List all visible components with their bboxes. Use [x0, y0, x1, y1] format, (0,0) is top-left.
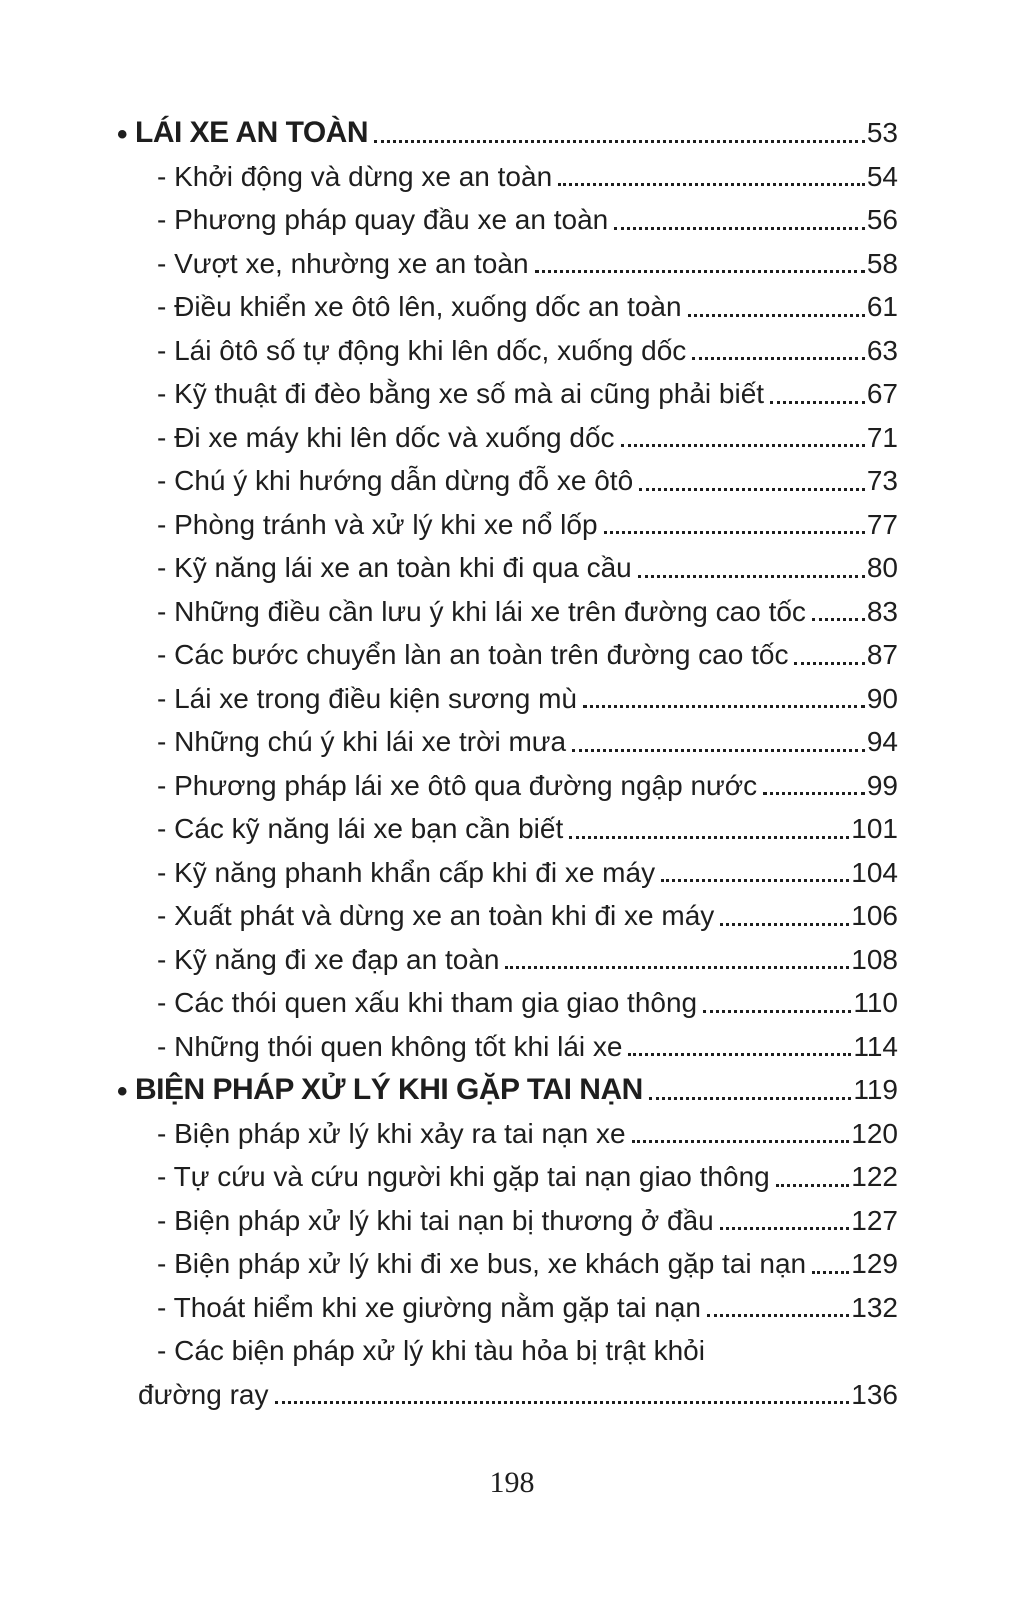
toc-entry-page: 90: [866, 682, 898, 714]
dot-leader-icon: [720, 923, 849, 926]
toc-entry-page: 108: [851, 943, 898, 975]
toc-entry-page: 122: [851, 1161, 898, 1192]
toc-entry-page: 119: [853, 1074, 898, 1105]
toc-entry: [117, 633, 898, 677]
dot-leader-icon: [583, 705, 865, 708]
toc-entry-page: 104: [851, 856, 898, 888]
toc-entry: [117, 807, 898, 851]
toc-entry: [117, 459, 898, 503]
toc-entry-label: - Các kỹ năng lái xe bạn cần biết: [157, 813, 564, 844]
toc-entry-page: 106: [851, 900, 898, 931]
dot-leader-icon: [638, 575, 865, 578]
toc-entry-label: - Biện pháp xử lý khi đi xe bus, xe khách gặp tai nạn: [157, 1248, 807, 1279]
toc-entry-label: LÁI XE AN TOÀN: [135, 116, 369, 149]
toc-entry-label: - Kỹ thuật đi đèo bằng xe số mà ai cũng phải biết: [157, 378, 765, 409]
toc-entry-label: - Những điều cần lưu ý khi lái xe trên đường cao tốc: [157, 595, 806, 627]
toc-entry-page: 94: [866, 726, 898, 757]
dot-leader-icon: [558, 183, 865, 186]
dot-leader-icon: [763, 792, 865, 795]
toc-entry: [117, 372, 898, 416]
dot-leader-icon: [812, 618, 865, 621]
toc-entry: [117, 1025, 898, 1069]
toc-entry-label: đường ray: [138, 1378, 269, 1410]
dot-leader-icon: [688, 314, 865, 317]
dot-leader-icon: [770, 401, 865, 404]
dot-leader-icon: [374, 140, 865, 143]
toc-entry: [117, 764, 898, 808]
toc-entry-page: 63: [866, 334, 898, 366]
dot-leader-icon: [649, 1097, 852, 1100]
dot-leader-icon: [569, 836, 849, 839]
toc-entry-label: - Kỹ năng lái xe an toàn khi đi qua cầu: [157, 552, 632, 583]
toc-entry-page: 67: [866, 378, 898, 409]
toc-entry-page: 54: [866, 160, 898, 192]
dot-leader-icon: [505, 966, 849, 969]
toc-entry-label: - Thoát hiểm khi xe giường nằm gặp tai nạn: [157, 1291, 702, 1323]
toc-entry-page: 58: [866, 247, 898, 279]
toc-entry: [117, 329, 898, 373]
toc-entry-label: - Xuất phát và dừng xe an toàn khi đi xe máy: [157, 900, 715, 931]
toc-entry-page: 136: [851, 1378, 898, 1410]
dot-leader-icon: [604, 531, 865, 534]
toc-entry-page: 73: [866, 465, 898, 496]
toc-entry-label: - Các biện pháp xử lý khi tàu hỏa bị trật khỏi: [157, 1335, 705, 1366]
toc-entry: [117, 981, 898, 1025]
bullet-icon: •: [117, 1075, 128, 1108]
toc-entry: [117, 242, 898, 286]
toc-entry: [117, 720, 898, 764]
toc-entry-label: - Phương pháp lái xe ôtô qua đường ngập nước: [157, 769, 758, 801]
dot-leader-icon: [639, 488, 865, 491]
dot-leader-icon: [794, 662, 864, 665]
toc-entry-page: 53: [866, 117, 898, 148]
toc-entry: [117, 851, 898, 895]
toc-entry-page: 87: [866, 639, 898, 670]
toc-entry-page: 114: [853, 1030, 898, 1062]
toc-entry: [117, 590, 898, 634]
toc-entry-label: - Đi xe máy khi lên dốc và xuống dốc: [157, 421, 615, 453]
toc-entry: [117, 1112, 898, 1156]
toc-entry-page: 132: [851, 1291, 898, 1323]
toc-entry: [117, 285, 898, 329]
toc-entry-page: 56: [866, 204, 898, 235]
dot-leader-icon: [275, 1401, 850, 1404]
toc-entry: [117, 198, 898, 242]
bullet-icon: •: [117, 118, 128, 151]
toc-entry: [117, 938, 898, 982]
toc-entry-page: 61: [866, 291, 898, 322]
toc-entry-page: 120: [851, 1117, 898, 1149]
toc-entry-label: - Tự cứu và cứu người khi gặp tai nạn giao thông: [157, 1161, 770, 1192]
toc-entry: [117, 416, 898, 460]
toc-section-heading: [117, 111, 898, 155]
toc-entry: [117, 503, 898, 547]
toc-entry-label: - Các thói quen xấu khi tham gia giao thông: [157, 987, 698, 1018]
dot-leader-icon: [572, 749, 865, 752]
toc-entry-page: 77: [866, 508, 898, 540]
toc-entry-label: - Phòng tránh và xử lý khi xe nổ lốp: [157, 508, 598, 540]
toc-entry-page: 99: [866, 769, 898, 801]
toc-entry: [117, 1373, 898, 1417]
dot-leader-icon: [661, 879, 849, 882]
table-of-contents: [117, 111, 898, 1416]
dot-leader-icon: [720, 1227, 850, 1230]
toc-section-heading: [117, 1068, 898, 1112]
toc-entry-label: - Kỹ năng đi xe đạp an toàn: [157, 943, 500, 975]
toc-entry-label: - Phương pháp quay đầu xe an toàn: [157, 204, 609, 235]
toc-entry: [117, 894, 898, 938]
toc-entry: [117, 677, 898, 721]
toc-entry-page: 83: [866, 595, 898, 627]
page-number: 198: [489, 1466, 535, 1499]
toc-entry-label: - Khởi động và dừng xe an toàn: [157, 160, 553, 192]
dot-leader-icon: [692, 357, 865, 360]
toc-entry-label: - Các bước chuyển làn an toàn trên đường cao tốc: [157, 639, 789, 670]
toc-entry-label: - Kỹ năng phanh khẩn cấp khi đi xe máy: [157, 856, 656, 888]
toc-entry-label: - Chú ý khi hướng dẫn dừng đỗ xe ôtô: [157, 465, 634, 496]
toc-entry: [117, 1329, 898, 1373]
toc-entry: [117, 1199, 898, 1243]
toc-entry-page: 110: [853, 987, 898, 1018]
dot-leader-icon: [632, 1140, 850, 1143]
toc-entry: [117, 1286, 898, 1330]
dot-leader-icon: [535, 270, 865, 273]
dot-leader-icon: [812, 1271, 849, 1274]
toc-entry-label: - Những chú ý khi lái xe trời mưa: [157, 726, 567, 757]
dot-leader-icon: [628, 1053, 851, 1056]
toc-entry-page: 80: [866, 552, 898, 583]
toc-entry-page: 71: [866, 421, 898, 453]
toc-entry: [117, 155, 898, 199]
toc-entry-page: 101: [851, 813, 898, 844]
toc-entry-label: - Lái xe trong điều kiện sương mù: [157, 682, 577, 714]
toc-entry: [117, 1155, 898, 1199]
toc-entry-label: - Vượt xe, nhường xe an toàn: [157, 247, 529, 279]
toc-entry-label: - Biện pháp xử lý khi tai nạn bị thương ở đầu: [157, 1204, 714, 1236]
toc-entry-label: - Lái ôtô số tự động khi lên dốc, xuống dốc: [157, 334, 687, 366]
toc-entry-page: 127: [851, 1204, 898, 1236]
dot-leader-icon: [614, 227, 865, 230]
dot-leader-icon: [776, 1184, 850, 1187]
toc-entry-label: BIỆN PHÁP XỬ LÝ KHI GẶP TAI NẠN: [135, 1073, 643, 1106]
toc-entry: [117, 1242, 898, 1286]
toc-entry-page: 129: [851, 1248, 898, 1279]
dot-leader-icon: [707, 1314, 849, 1317]
toc-entry-label: - Những thói quen không tốt khi lái xe: [157, 1030, 623, 1062]
dot-leader-icon: [621, 444, 865, 447]
toc-entry: [117, 546, 898, 590]
page-number-footer: [0, 1466, 1024, 1500]
dot-leader-icon: [703, 1010, 851, 1013]
toc-entry-label: - Điều khiển xe ôtô lên, xuống dốc an toàn: [157, 291, 682, 322]
toc-entry-label: - Biện pháp xử lý khi xảy ra tai nạn xe: [157, 1117, 626, 1149]
